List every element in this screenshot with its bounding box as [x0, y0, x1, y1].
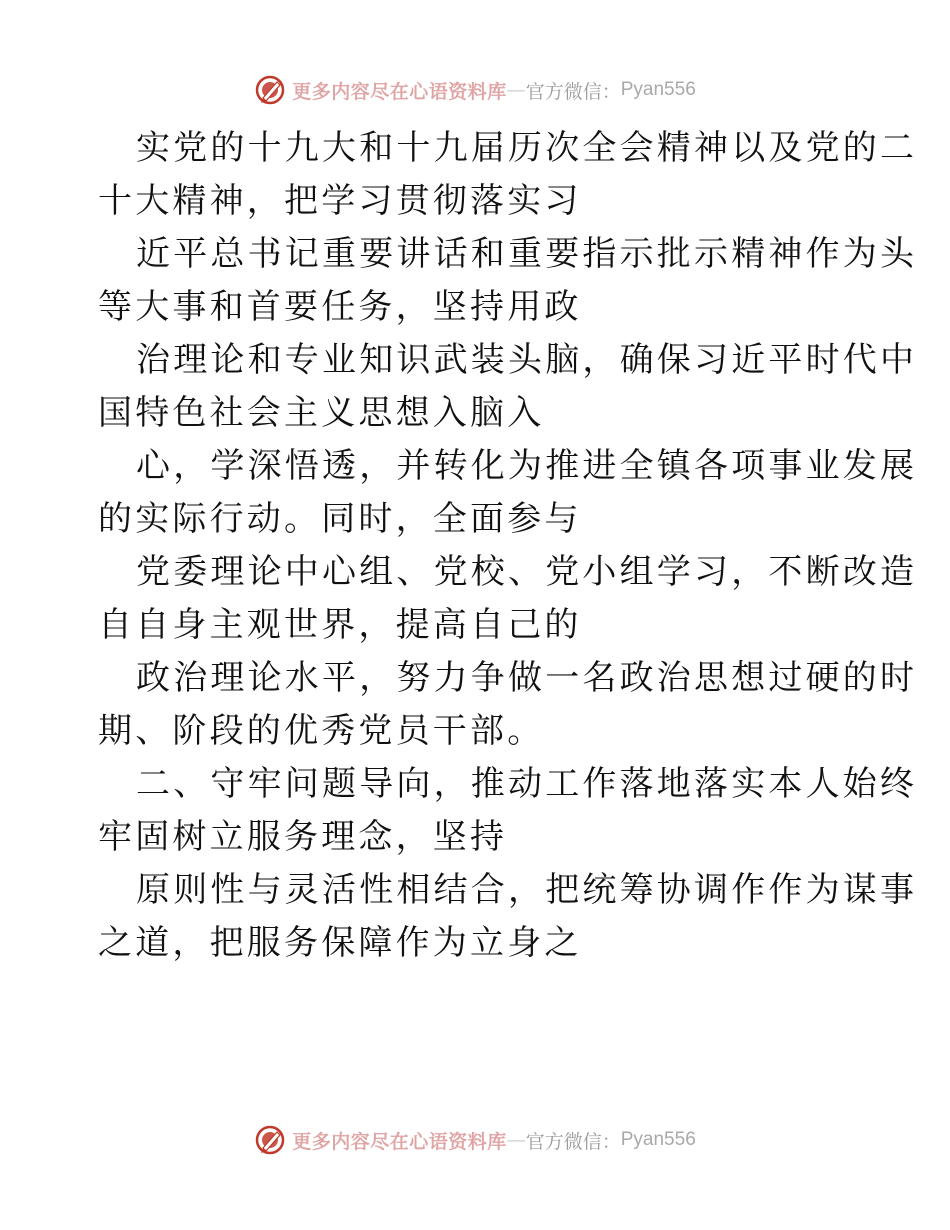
watermark-site-text: 更多内容尽在心语资料库: [292, 1130, 507, 1153]
paragraph-line: 政治理论水平，努力争做一名政治思想过硬的时: [136, 658, 918, 698]
paragraph-line: 期、阶段的优秀党员干部。: [98, 711, 545, 751]
watermark-site-text: 更多内容尽在心语资料库: [292, 80, 507, 103]
paragraph-5: [98, 546, 918, 652]
paragraph-line: 等大事和首要任务，坚持用政: [98, 287, 582, 327]
watermark-account-id: Pyan556: [620, 79, 696, 100]
pen-seal-logo-icon: [254, 1124, 286, 1156]
paragraph-line: 心，学深悟透，并转化为推进全镇各项事业发展: [136, 446, 918, 486]
paragraph-line: 近平总书记重要讲话和重要指示批示精神作为头: [136, 234, 918, 274]
paragraph-6: [98, 652, 918, 758]
watermark-account-id: Pyan556: [620, 1129, 696, 1150]
paragraph-4: [98, 440, 918, 546]
header-watermark: [0, 70, 950, 110]
paragraph-line: 党委理论中心组、党校、党小组学习，不断改造: [136, 552, 918, 592]
watermark-separator: —: [506, 1129, 526, 1151]
paragraph-line: 二、守牢问题导向，推动工作落地落实本人始终: [136, 764, 918, 804]
paragraph-line: 之道，把服务保障作为立身之: [98, 923, 582, 963]
paragraph-line: 自自身主观世界，提高自己的: [98, 605, 582, 645]
paragraph-line: 的实际行动。同时，全面参与: [98, 499, 582, 539]
pen-seal-logo-icon: [254, 74, 286, 106]
paragraph-line: 实党的十九大和十九届历次全会精神以及党的二: [136, 128, 918, 168]
footer-watermark: [0, 1120, 950, 1160]
paragraph-line: 十大精神，把学习贯彻落实习: [98, 181, 582, 221]
paragraph-8: [98, 864, 918, 970]
paragraph-7: [98, 758, 918, 864]
watermark-official-text: 官方微信：: [525, 80, 621, 103]
paragraph-3: [98, 334, 918, 440]
paragraph-1: [98, 122, 918, 228]
paragraph-2: [98, 228, 918, 334]
watermark-separator: —: [506, 79, 526, 101]
paragraph-line: 治理论和专业知识武装头脑，确保习近平时代中: [136, 340, 918, 380]
paragraph-line: 国特色社会主义思想入脑入: [98, 393, 545, 433]
watermark-official-text: 官方微信：: [525, 1130, 621, 1153]
document-body: [98, 122, 918, 970]
paragraph-line: 牢固树立服务理念，坚持: [98, 817, 508, 857]
paragraph-line: 原则性与灵活性相结合，把统筹协调作作为谋事: [136, 870, 918, 910]
